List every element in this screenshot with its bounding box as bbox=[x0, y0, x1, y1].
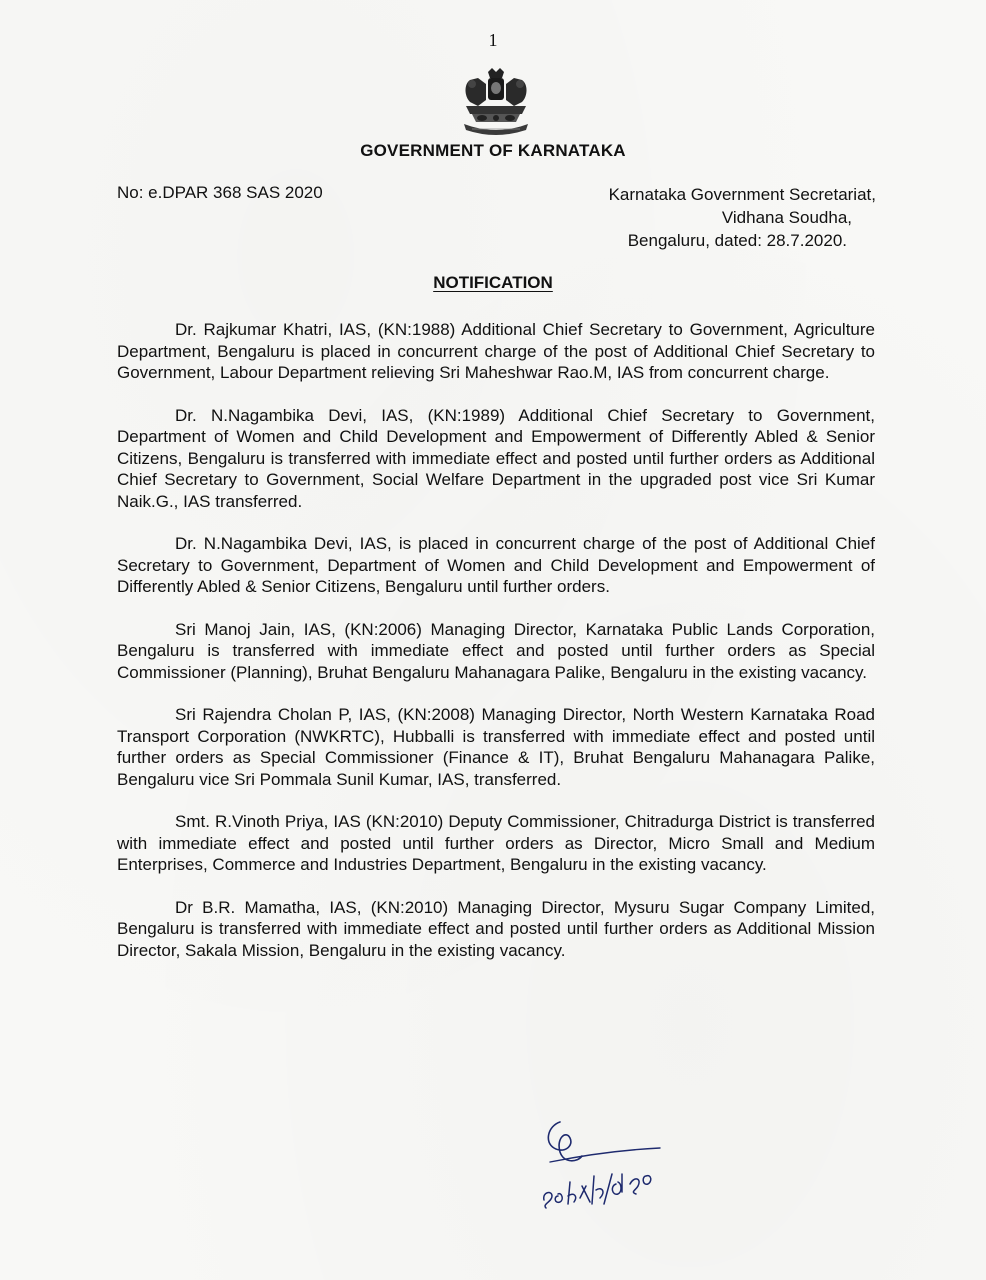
notification-paragraph: Dr. N.Nagambika Devi, IAS, (KN:1989) Additional Chief Secretary to Government, Department of Women and Child Development and Empowerment of Differently Abled & Senior Citizens, Bengaluru is transferred with immediate effect and posted until further orders as Additional Chief Secretary to Government, Social Welfare Department in the upgraded post vice Sri Kumar Naik.G., IAS transferred. bbox=[117, 405, 875, 511]
notification-paragraph: Sri Manoj Jain, IAS, (KN:2006) Managing Director, Karnataka Public Lands Corporation, Bengaluru is transferred with immediate effect and posted until further orders as Special Commissioner (Planning), Bruhat Bengaluru Mahanagara Palike, Bengaluru in the existing vacancy. bbox=[117, 619, 875, 682]
notification-heading: NOTIFICATION bbox=[433, 273, 553, 292]
address-line-date: Bengaluru, dated: 28.7.2020. bbox=[627, 231, 847, 250]
reference-number: No: e.DPAR 368 SAS 2020 bbox=[117, 183, 323, 202]
issuing-address bbox=[609, 183, 876, 252]
address-line-secretariat: Karnataka Government Secretariat, bbox=[608, 185, 876, 204]
notification-paragraph: Dr B.R. Mamatha, IAS, (KN:2010) Managing Director, Mysuru Sugar Company Limited, Bengaluru is transferred with immediate effect and posted until further orders as Additional Mission Director, Sakala Mission, Bengaluru in the existing vacancy. bbox=[117, 897, 875, 960]
karnataka-emblem-icon bbox=[458, 66, 534, 138]
notification-paragraph: Dr. N.Nagambika Devi, IAS, is placed in concurrent charge of the post of Additional Chief Secretary to Government, Department of Women and Child Development and Empowerment of Differently Abled & Senior Citizens, Bengaluru until further orders. bbox=[117, 534, 875, 596]
notification-paragraph: Smt. R.Vinoth Priya, IAS (KN:2010) Deputy Commissioner, Chitradurga District is transferred with immediate effect and posted until further orders as Director, Micro Small and Medium Enterprises, Commerce and Industries Department, Bengaluru in the existing vacancy. bbox=[117, 812, 875, 874]
page-number: 1 bbox=[488, 30, 498, 50]
notification-body bbox=[117, 319, 875, 982]
address-line-vidhana-soudha: Vidhana Soudha, bbox=[721, 208, 852, 227]
government-title: GOVERNMENT OF KARNATAKA bbox=[360, 141, 626, 160]
notification-paragraph: Dr. Rajkumar Khatri, IAS, (KN:1988) Additional Chief Secretary to Government, Agriculture Department, Bengaluru is placed in concurrent charge of the post of Additional Chief Secretary to Government, Labour Department relieving Sri Maheshwar Rao.M, IAS from concurrent charge. bbox=[117, 320, 875, 382]
notification-paragraph: Sri Rajendra Cholan P, IAS, (KN:2008) Managing Director, North Western Karnataka Road Transport Corporation (NWKRTC), Hubballi is transferred with immediate effect and posted until further orders as Special Commissioner (Finance & IT), Bruhat Bengaluru Mahanagara Palike, Bengaluru vice Sri Pommala Sunil Kumar, IAS, transferred. bbox=[117, 705, 875, 789]
handwritten-signature-icon bbox=[530, 1112, 690, 1212]
